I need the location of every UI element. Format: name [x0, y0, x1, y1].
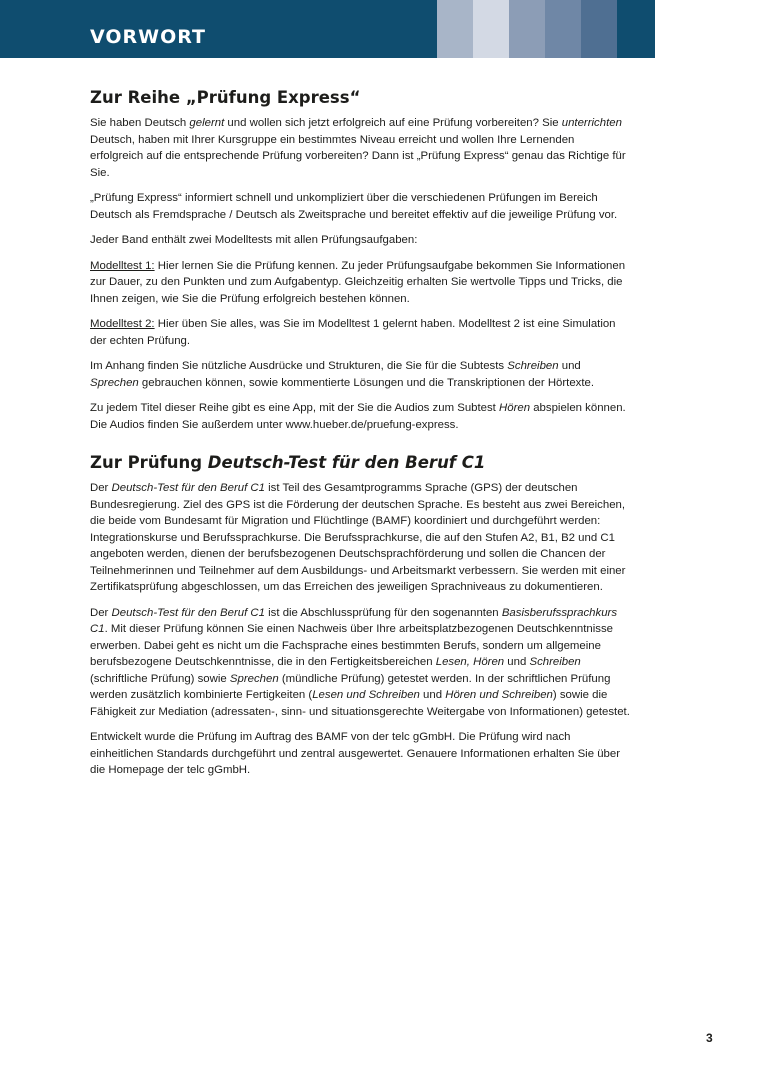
header-stripe-1 — [437, 0, 473, 58]
section1-paragraph-6: Im Anhang finden Sie nützliche Ausdrücke und Strukturen, die Sie für die Subtests Schreiben und Sprechen gebrauchen können, sowie kommentierte Lösungen und die Transkriptionen der Hörtexte. — [90, 360, 595, 389]
section1-paragraph-7: Zu jedem Titel dieser Reihe gibt es eine App, mit der Sie die Audios zum Subtest Hören abspielen können. Die Audios finden Sie außerdem unter www.hueber.de/pruefung-express. — [90, 402, 626, 431]
section2-heading: Zur Prüfung Deutsch-Test für den Beruf C1 — [90, 453, 486, 472]
modelltest-2-label: Modelltest 2: — [90, 318, 155, 330]
modelltest-1-paragraph: Modelltest 1: Hier lernen Sie die Prüfung kennen. Zu jeder Prüfungsaufgabe bekommen Sie Informationen zur Dauer, zu den Punkten und zum Aufgabentyp. Gleichzeitig erhalten Sie wertvolle Tipps und Tricks, die Ihnen zeigen, wie Sie die Prüfung erfolgreich bestehen können. — [90, 259, 626, 305]
page-content — [90, 88, 630, 788]
section1-paragraph-2: „Prüfung Express“ informiert schnell und unkompliziert über die verschiedenen Prüfungen im Bereich Deutsch als Fremdsprache / Deutsch als Zweitsprache und bereitet effektiv auf die jeweilige Prüfung vor. — [90, 192, 618, 221]
header-title: VORWORT — [90, 26, 206, 48]
modelltest-2-paragraph: Modelltest 2: Hier üben Sie alles, was Sie im Modelltest 1 gelernt haben. Modelltest 2 ist eine Simulation der echten Prüfung. — [90, 318, 616, 347]
section2-paragraph-2: Der Deutsch-Test für den Beruf C1 ist die Abschlussprüfung für den sogenannten Basisberufssprachkurs C1. Mit dieser Prüfung können Sie einen Nachweis über Ihre arbeitsplatzbezogenen Deutschkenntnisse erwerben. Dabei geht es nicht um die Fachsprache eines bestimmten Berufs, sondern um allgemeine berufsbezogene Deutschkenntnisse, die in den Fertigkeitsbereichen Lesen, Hören und Schreiben (schriftliche Prüfung) sowie Sprechen (mündliche Prüfung) getestet werden. In der schriftlichen Prüfung werden zusätzlich kombinierte Fertigkeiten (Lesen und Schreiben und Hören und Schreiben) sowie die Fähigkeit zur Mediation (adressaten-, sinn- und situationsgerechte Weitergabe von Informationen) getestet. — [90, 606, 630, 718]
header-stripe-3 — [509, 0, 545, 58]
section2-paragraph-3: Entwickelt wurde die Prüfung im Auftrag des BAMF von der telc gGmbH. Die Prüfung wird nach einheitlichen Standards durchgeführt und zentral ausgewertet. Genauere Informationen erhalten Sie über die Homepage der telc gGmbH. — [90, 731, 621, 776]
section1-heading: Zur Reihe „Prüfung Express“ — [90, 88, 361, 107]
page-number: 3 — [706, 1031, 713, 1045]
section2-paragraph-1: Der Deutsch-Test für den Beruf C1 ist Teil des Gesamtprogramms Sprache (GPS) der deutschen Bundesregierung. Ziel des GPS ist die Förderung der deutschen Sprache. Es besteht aus zwei Bereichen, die beide vom Bundesamt für Migration und Flüchtlinge (BAMF) koordiniert und durchgeführt werden: Integrationskurse und Berufssprachkurse. Die Berufssprachkurse, die auf den Stufen A2, B1, B2 und C1 angeboten werden, dienen der berufsbezogenen Deutschsprachförderung und sollen die Chancen der Teilnehmerinnen und Teilnehmer auf dem Ausbildungs- und Arbeitsmarkt verbessern. Sie werden mit einer Zertifikatsprüfung abgeschlossen, um das Erreichen des jeweiligen Sprachniveaus zu dokumentieren. — [90, 482, 626, 593]
header-stripe-5 — [581, 0, 617, 58]
modelltest-1-label: Modelltest 1: — [90, 259, 155, 272]
section1-paragraph-1: Sie haben Deutsch gelernt und wollen sich jetzt erfolgreich auf eine Prüfung vorbereiten? Sie unterrichten Deutsch, haben mit Ihrer Kursgruppe ein bestimmtes Niveau erreicht und wollen Ihre Lernenden erfolgreich auf die entsprechende Prüfung vorbereiten? Dann ist „Prüfung Express“ genau das Richtige für Sie. — [90, 117, 626, 179]
header-stripe-4 — [545, 0, 581, 58]
section1-paragraph-3: Jeder Band enthält zwei Modelltests mit allen Prüfungsaufgaben: — [90, 234, 418, 246]
header-stripe-2 — [473, 0, 509, 58]
